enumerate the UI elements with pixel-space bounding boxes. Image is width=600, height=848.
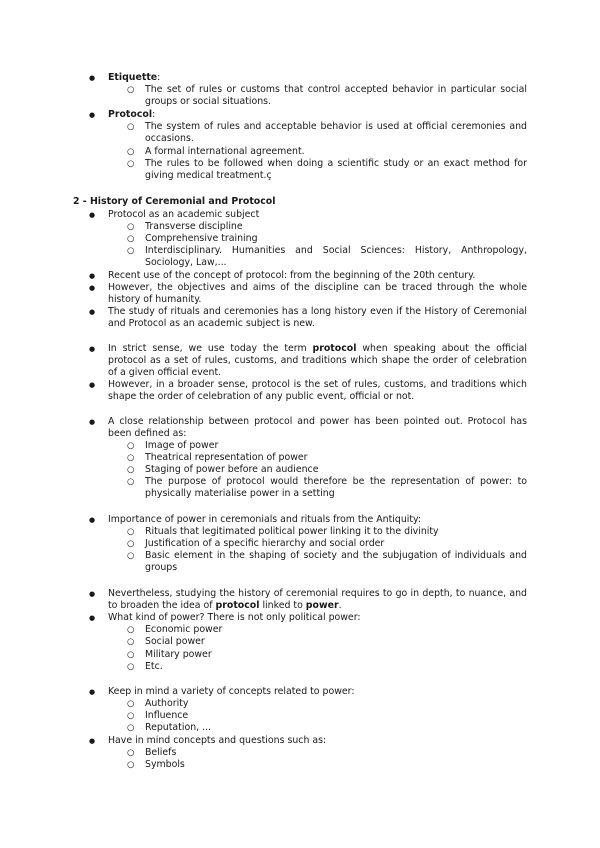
sub-item: Social power bbox=[145, 636, 205, 647]
list-item: In strict sense, we use today the term protocol when speaking about the official protocol as a set of rules, customs, and traditions which shape the order of celebration of a given official event. bbox=[108, 343, 527, 378]
sub-bullet: ○ bbox=[127, 760, 135, 770]
sub-bullet: ○ bbox=[127, 527, 135, 537]
sub-bullet: ○ bbox=[127, 748, 135, 758]
bullet: ● bbox=[89, 284, 96, 292]
list-item: Recent use of the concept of protocol: from the beginning of the 20th century. bbox=[108, 270, 476, 281]
sub-bullet: ○ bbox=[127, 441, 135, 451]
sub-bullet: ○ bbox=[127, 122, 135, 132]
bullet: ● bbox=[89, 308, 96, 316]
bullet: ● bbox=[89, 381, 96, 389]
sub-item: Etc. bbox=[145, 661, 163, 672]
bullet: ● bbox=[89, 74, 96, 82]
sub-item: Basic element in the shaping of society and the subjugation of individuals and groups bbox=[145, 550, 527, 573]
sub-item: A formal international agreement. bbox=[145, 146, 305, 157]
sub-bullet: ○ bbox=[127, 234, 135, 244]
bullet: ● bbox=[89, 590, 96, 598]
bullet: ● bbox=[89, 737, 96, 745]
sub-bullet: ○ bbox=[127, 246, 135, 256]
sub-item: Beliefs bbox=[145, 747, 177, 758]
sub-item: Influence bbox=[145, 710, 189, 721]
sub-bullet: ○ bbox=[127, 551, 135, 561]
sub-bullet: ○ bbox=[127, 85, 135, 95]
list-item: Nevertheless, studying the history of ceremonial requires to go in depth, to nuance, and to broaden the idea of protocol linked to power. bbox=[108, 588, 527, 611]
bullet: ● bbox=[89, 516, 96, 524]
sub-bullet: ○ bbox=[127, 539, 135, 549]
sub-bullet: ○ bbox=[127, 453, 135, 463]
sub-bullet: ○ bbox=[127, 477, 135, 487]
sub-bullet: ○ bbox=[127, 711, 135, 721]
bullet: ● bbox=[89, 111, 96, 119]
sub-bullet: ○ bbox=[127, 662, 135, 672]
list-item: What kind of power? There is not only political power: bbox=[108, 612, 361, 623]
sub-item: Transverse discipline bbox=[145, 221, 243, 232]
sub-item: Interdisciplinary. Humanities and Social Sciences: History, Anthropology, Sociology, Law,... bbox=[145, 245, 527, 268]
sub-item: The purpose of protocol would therefore be the representation of power: to physically materialise power in a setting bbox=[145, 476, 527, 499]
bullet: ● bbox=[89, 688, 96, 696]
sub-item: Justification of a specific hierarchy and social order bbox=[145, 538, 385, 549]
list-item-protocol: Protocol: bbox=[108, 109, 156, 120]
sub-bullet: ○ bbox=[127, 650, 135, 660]
sub-item: The rules to be followed when doing a scientific study or an exact method for giving medical treatment.ç bbox=[145, 158, 527, 181]
list-item: However, the objectives and aims of the discipline can be traced through the whole history of humanity. bbox=[108, 282, 527, 305]
sub-item: Reputation, ... bbox=[145, 722, 212, 733]
sub-item: Economic power bbox=[145, 624, 223, 635]
sub-bullet: ○ bbox=[127, 699, 135, 709]
sub-item: Rituals that legitimated political power linking it to the divinity bbox=[145, 526, 439, 537]
sub-bullet: ○ bbox=[127, 465, 135, 475]
list-item: The study of rituals and ceremonies has a long history even if the History of Ceremonial and Protocol as an academic subject is new. bbox=[108, 306, 527, 329]
sub-item: Image of power bbox=[145, 440, 219, 451]
list-item: Importance of power in ceremonials and rituals from the Antiquity: bbox=[108, 514, 422, 525]
term-protocol: Protocol bbox=[108, 109, 153, 120]
sub-item: Symbols bbox=[145, 759, 185, 770]
bullet: ● bbox=[89, 614, 96, 622]
list-item: Protocol as an academic subject bbox=[108, 209, 260, 220]
bullet: ● bbox=[89, 418, 96, 426]
section-heading: 2 - History of Ceremonial and Protocol bbox=[73, 196, 276, 207]
sub-item: Staging of power before an audience bbox=[145, 464, 319, 475]
sub-bullet: ○ bbox=[127, 159, 135, 169]
sub-item: The set of rules or customs that control accepted behavior in particular social groups or social situations. bbox=[145, 84, 527, 107]
sub-item: The system of rules and acceptable behavior is used at official ceremonies and occasions. bbox=[145, 121, 527, 144]
list-item: Have in mind concepts and questions such as: bbox=[108, 735, 327, 746]
list-item: A close relationship between protocol and power has been pointed out. Protocol has been defined as: bbox=[108, 416, 527, 439]
sub-bullet: ○ bbox=[127, 637, 135, 647]
sub-item: Authority bbox=[145, 698, 189, 709]
bullet: ● bbox=[89, 211, 96, 219]
sub-bullet: ○ bbox=[127, 723, 135, 733]
list-item: Keep in mind a variety of concepts related to power: bbox=[108, 686, 355, 697]
term-protocol-bold: protocol bbox=[312, 343, 357, 354]
bullet: ● bbox=[89, 345, 96, 353]
sub-bullet: ○ bbox=[127, 147, 135, 157]
sub-item: Comprehensive training bbox=[145, 233, 258, 244]
sub-item: Theatrical representation of power bbox=[145, 452, 308, 463]
sub-bullet: ○ bbox=[127, 222, 135, 232]
list-item: However, in a broader sense, protocol is the set of rules, customs, and traditions which shape the order of celebration of any public event, official or not. bbox=[108, 379, 527, 402]
sub-item: Military power bbox=[145, 649, 212, 660]
list-item-etiquette: Etiquette: bbox=[108, 72, 161, 83]
term-etiquette: Etiquette bbox=[108, 72, 158, 83]
bullet: ● bbox=[89, 272, 96, 280]
sub-bullet: ○ bbox=[127, 625, 135, 635]
